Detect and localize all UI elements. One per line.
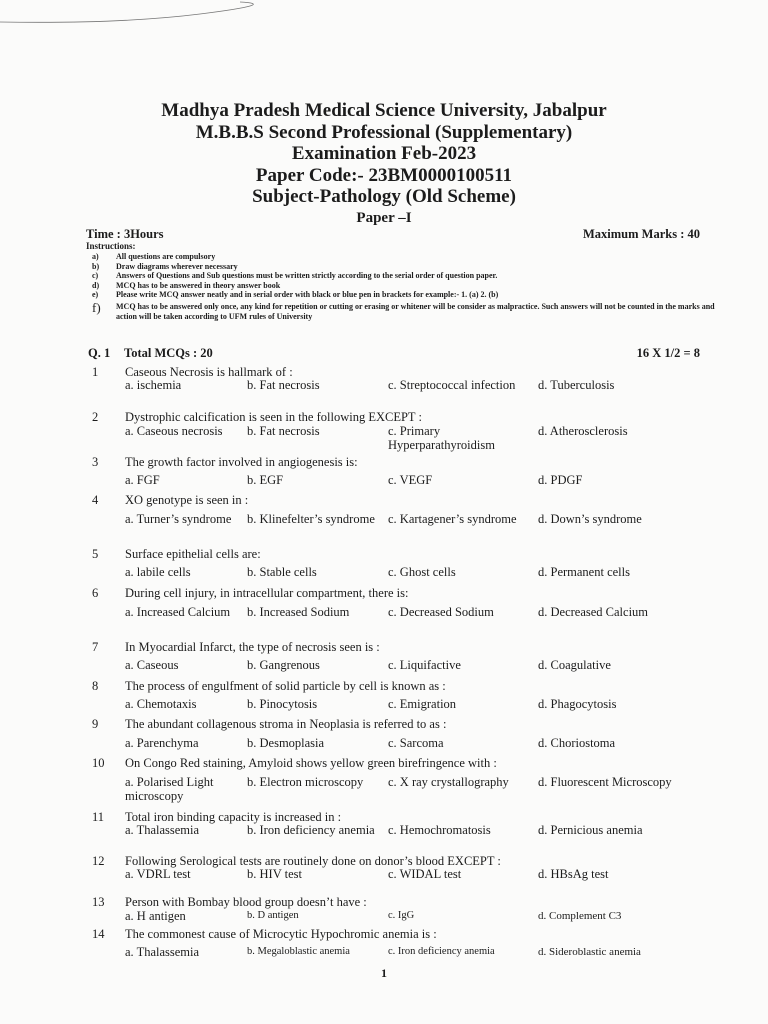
option-a: a. ischemia: [125, 378, 182, 392]
question-number: 12: [92, 854, 105, 868]
option-a: a. VDRL test: [125, 867, 191, 881]
question-number: 9: [92, 717, 99, 731]
option-d: d. Sideroblastic anemia: [538, 946, 641, 958]
option-a: a. Chemotaxis: [125, 697, 197, 711]
question-number: 14: [92, 927, 105, 941]
instruction-text: MCQ has to be answered in theory answer book: [116, 280, 281, 290]
instruction-letter: d): [92, 280, 100, 290]
page-number: 1: [381, 966, 387, 980]
option-b: b. Fat necrosis: [247, 424, 320, 438]
option-b: b. Klinefelter’s syndrome: [247, 512, 375, 526]
question-stem: On Congo Red staining, Amyloid shows yellow green birefringence with :: [125, 756, 497, 770]
option-b: b. EGF: [247, 473, 284, 487]
question-number: 13: [92, 895, 105, 909]
option-d: d. PDGF: [538, 473, 583, 487]
section-heading: [88, 346, 213, 361]
option-d: d. Decreased Calcium: [538, 605, 649, 619]
option-c: c. WIDAL test: [388, 867, 462, 881]
option-a: a. FGF: [125, 473, 160, 487]
instructions-list: [92, 252, 722, 321]
instruction-item: [92, 271, 722, 281]
question-stem: The commonest cause of Microcytic Hypochromic anemia is :: [125, 927, 437, 941]
option-c: c. Sarcoma: [388, 736, 444, 750]
option-b: b. Stable cells: [247, 565, 317, 579]
option-c: c. Kartagener’s syndrome: [388, 512, 517, 526]
option-a: a. H antigen: [125, 909, 186, 923]
question-stem: Surface epithelial cells are:: [125, 547, 261, 561]
instruction-letter: c): [92, 271, 99, 281]
option-c: c. X ray crystallography: [388, 775, 509, 789]
option-d: d. Tuberculosis: [538, 378, 615, 392]
option-c: c. IgG: [388, 910, 415, 921]
option-b: b. D antigen: [247, 910, 299, 921]
option-d: d. Pernicious anemia: [538, 823, 643, 837]
option-a: a. Thalassemia: [125, 823, 200, 837]
instruction-letter: a): [92, 252, 99, 261]
subject-name: Subject-Pathology (Old Scheme): [252, 186, 516, 207]
instruction-item: [92, 262, 722, 272]
university-name: Madhya Pradesh Medical Science University, Jabalpur: [161, 100, 607, 121]
question-number: 3: [92, 455, 99, 469]
option-a: a. Parenchyma: [125, 736, 199, 750]
instruction-letter: e): [92, 290, 99, 300]
question-number: 7: [92, 640, 99, 654]
question-number: 1: [92, 365, 99, 379]
option-a: a. labile cells: [125, 565, 191, 579]
instruction-item: [92, 299, 722, 321]
exam-header: [0, 100, 768, 228]
question-number: 4: [92, 493, 99, 507]
question-stem: Person with Bombay blood group doesn’t have :: [125, 895, 367, 909]
paper-code: Paper Code:- 23BM0000100511: [255, 164, 513, 186]
section-number: Q. 1: [88, 346, 111, 360]
option-c: c. Hemochromatosis: [388, 823, 491, 837]
option-a: a. Turner’s syndrome: [125, 512, 232, 526]
option-d: d. Complement C3: [538, 910, 622, 922]
instruction-letter: f): [92, 299, 101, 315]
question-stem: The growth factor involved in angiogenesis is:: [125, 455, 358, 469]
course-name: M.B.B.S Second Professional (Supplementary): [195, 121, 573, 143]
question-number: 11: [92, 810, 105, 824]
question-stem: The abundant collagenous stroma in Neoplasia is referred to as :: [125, 717, 447, 731]
question-number: 2: [92, 410, 99, 424]
option-d: d. Coagulative: [538, 658, 611, 672]
question-stem: Dystrophic calcification is seen in the following EXCEPT :: [125, 410, 422, 424]
option-c: c. Liquifactive: [388, 658, 461, 672]
option-a: a. Caseous necrosis: [125, 424, 223, 438]
question-stem: Following Serological tests are routinely done on donor’s blood EXCEPT :: [125, 854, 501, 868]
option-a: a. Increased Calcium: [125, 605, 231, 619]
question-stem: XO genotype is seen in :: [125, 493, 249, 507]
option-b: b. Fat necrosis: [247, 378, 320, 392]
question-stem: Caseous Necrosis is hallmark of :: [125, 365, 293, 379]
instruction-text: MCQ has to be answered only once, any kind for repetition or cutting or erasing or whitener will be consider as malpractice. Such answers will not be counted in the marks and action will be taken according to UFM rules of University: [116, 301, 715, 321]
instruction-item: [92, 252, 722, 262]
option-c: c. Streptococcal infection: [388, 378, 516, 392]
instruction-text: Please write MCQ answer neatly and in serial order with black or blue pen in brackets for example:- 1. (a) 2. (b): [116, 290, 499, 300]
instructions-heading: Instructions:: [86, 241, 136, 251]
question-number: 8: [92, 679, 99, 693]
option-a: a. Thalassemia: [125, 945, 200, 959]
option-d: d. Permanent cells: [538, 565, 630, 579]
option-d: d. Down’s syndrome: [538, 512, 642, 526]
option-c: c. VEGF: [388, 473, 433, 487]
instruction-letter: b): [92, 261, 100, 271]
question-stem: During cell injury, in intracellular compartment, there is:: [125, 586, 409, 600]
question-stem: The process of engulfment of solid particle by cell is known as :: [125, 679, 446, 693]
instruction-text: Draw diagrams wherever necessary: [116, 261, 238, 271]
option-d: d. HBsAg test: [538, 867, 609, 881]
option-d: d. Choriostoma: [538, 736, 616, 750]
question-number: 10: [92, 756, 105, 770]
option-b: b. Gangrenous: [247, 658, 320, 672]
option-a: a. Caseous: [125, 658, 179, 672]
option-a: a. Polarised Light microscopy: [125, 775, 214, 803]
instruction-text: All questions are compulsory: [116, 252, 216, 261]
option-d: d. Fluorescent Microscopy: [538, 775, 672, 789]
option-c: c. Iron deficiency anemia: [388, 946, 495, 957]
option-c: c. Primary Hyperparathyroidism: [388, 424, 495, 452]
option-b: b. Electron microscopy: [247, 775, 364, 789]
pen-scribble-mark: [0, 0, 260, 30]
instruction-item: [92, 290, 722, 300]
option-d: d. Atherosclerosis: [538, 424, 628, 438]
option-b: b. Desmoplasia: [247, 736, 325, 750]
maximum-marks: Maximum Marks : 40: [583, 227, 700, 241]
paper-number: Paper –I: [356, 209, 412, 226]
option-b: b. Increased Sodium: [247, 605, 350, 619]
option-c: c. Emigration: [388, 697, 457, 711]
option-d: d. Phagocytosis: [538, 697, 617, 711]
question-stem: In Myocardial Infarct, the type of necrosis seen is :: [125, 640, 380, 654]
option-b: b. Iron deficiency anemia: [247, 823, 375, 837]
exam-session: Examination Feb-2023: [291, 143, 477, 164]
time-allowed: Time : 3Hours: [86, 227, 164, 241]
question-stem: Total iron binding capacity is increased in :: [125, 810, 342, 824]
option-b: b. Pinocytosis: [247, 697, 318, 711]
instruction-text: Answers of Questions and Sub questions must be written strictly according to the serial order of question paper.: [116, 271, 498, 281]
question-number: 6: [92, 586, 99, 600]
section-title: Total MCQs : 20: [124, 346, 213, 360]
question-number: 5: [92, 547, 99, 561]
option-b: b. Megaloblastic anemia: [247, 946, 350, 957]
option-c: c. Ghost cells: [388, 565, 456, 579]
instruction-item: [92, 281, 722, 291]
option-c: c. Decreased Sodium: [388, 605, 494, 619]
option-b: b. HIV test: [247, 867, 302, 881]
section-marks: 16 X 1/2 = 8: [636, 346, 700, 360]
